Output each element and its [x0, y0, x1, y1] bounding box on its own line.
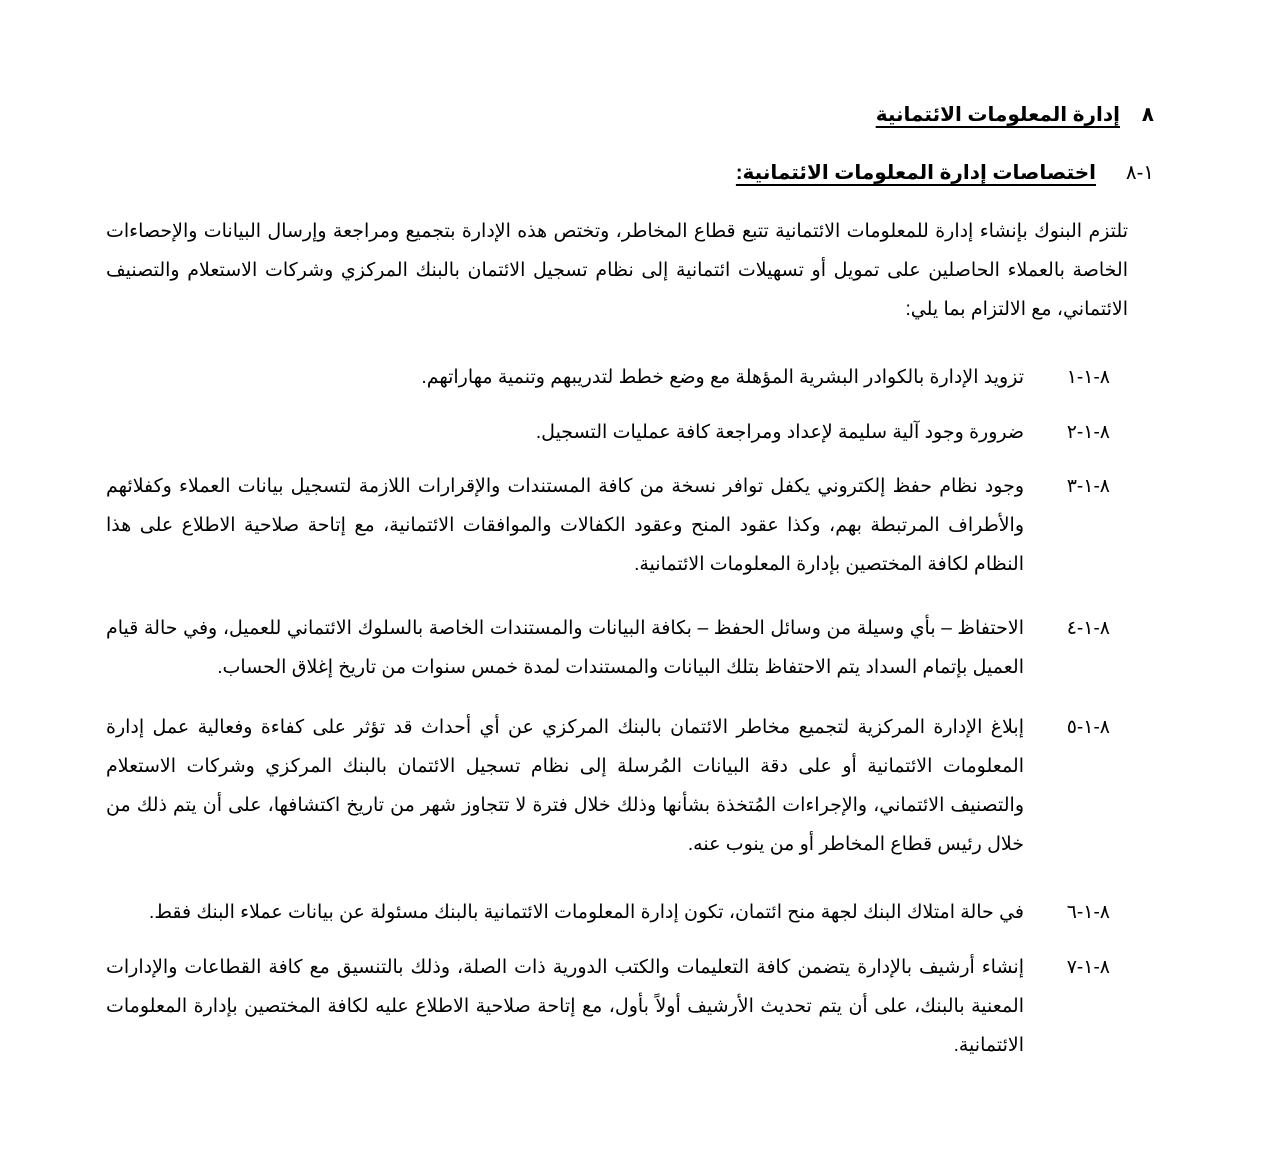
- list-item: [106, 708, 1128, 864]
- list-item-text: تزويد الإدارة بالكوادر البشرية المؤهلة مع وضع خطط لتدريبهم وتنمية مهاراتهم.: [421, 367, 1024, 388]
- list-item-text: ضرورة وجود آلية سليمة لإعداد ومراجعة كافة عمليات التسجيل.: [535, 422, 1024, 443]
- list-item-text: الاحتفاظ – بأي وسيلة من وسائل الحفظ – بكافة البيانات والمستندات الخاصة بالسلوك الائتماني للعميل، وفي حالة قيام العميل بإتمام السداد يتم الاحتفاظ بتلك البيانات والمستندات لمدة خمس سنوات من تاريخ إغلاق الحساب.: [106, 618, 1024, 678]
- intro-paragraph: تلتزم البنوك بإنشاء إدارة للمعلومات الائتمانية تتبع قطاع المخاطر، وتختص هذه الإدارة بتجميع ومراجعة وإرسال البيانات والإحصاءات الخاصة بالعملاء الحاصلين على تمويل أو تسهيلات ائتمانية إلى نظام تسجيل الائتمان بالبنك المركزي وشركات الاستعلام والتصنيف الائتماني، مع الالتزام بما يلي:: [106, 221, 1128, 320]
- subsection-heading: [736, 160, 1154, 185]
- list-item-number: ٨-١-٣: [1066, 476, 1110, 497]
- section-heading: [876, 102, 1154, 127]
- subsection-number: ١-٨: [1125, 162, 1154, 184]
- list-item-number: ٨-١-٥: [1066, 717, 1110, 738]
- section-number: ٨: [1141, 104, 1154, 126]
- list-item-text: إنشاء أرشيف بالإدارة يتضمن كافة التعليمات والكتب الدورية ذات الصلة، وذلك بالتنسيق مع كافة القطاعات والإدارات المعنية بالبنك، على أن يتم تحديث الأرشيف أولاً بأول، مع إتاحة صلاحية الاطلاع عليه لكافة المختصين بإدارة المعلومات الائتمانية.: [106, 957, 1024, 1056]
- list-item-text: في حالة امتلاك البنك لجهة منح ائتمان، تكون إدارة المعلومات الائتمانية بالبنك مسئولة عن بيانات عملاء البنك فقط.: [149, 902, 1024, 923]
- list-item-number: ٨-١-٧: [1066, 957, 1110, 978]
- list-item: [106, 467, 1128, 584]
- list-item: [106, 413, 1128, 452]
- list-item: [106, 609, 1128, 687]
- list-item: [106, 358, 1128, 397]
- section-title: إدارة المعلومات الائتمانية: [875, 104, 1120, 126]
- list-item-number: ٨-١-٢: [1066, 422, 1110, 443]
- list-item-text: وجود نظام حفظ إلكتروني يكفل توافر نسخة من كافة المستندات والإقرارات اللازمة لتسجيل بيانات العملاء وكفلائهم والأطراف المرتبطة بهم، وكذا عقود المنح وعقود الكفالات والموافقات الائتمانية، مع إتاحة صلاحية الاطلاع على هذا النظام لكافة المختصين بإدارة المعلومات الائتمانية.: [106, 476, 1024, 575]
- list-item: [106, 948, 1128, 1065]
- list-item-number: ٨-١-٦: [1066, 902, 1110, 923]
- list-item-number: ٨-١-١: [1066, 367, 1110, 388]
- list-item: [106, 893, 1128, 932]
- list-item-text: إبلاغ الإدارة المركزية لتجميع مخاطر الائتمان بالبنك المركزي عن أي أحداث قد تؤثر على كفاءة وفعالية عمل إدارة المعلومات الائتمانية أو على دقة البيانات المُرسلة إلى نظام تسجيل الائتمان بالبنك المركزي وشركات الاستعلام والتصنيف الائتماني، والإجراءات المُتخذة بشأنها وذلك خلال فترة لا تتجاوز شهر من تاريخ اكتشافها، على أن يتم ذلك من خلال رئيس قطاع المخاطر أو من ينوب عنه.: [106, 717, 1025, 855]
- subsection-title: اختصاصات إدارة المعلومات الائتمانية:: [735, 162, 1096, 184]
- list-item-number: ٨-١-٤: [1066, 618, 1110, 639]
